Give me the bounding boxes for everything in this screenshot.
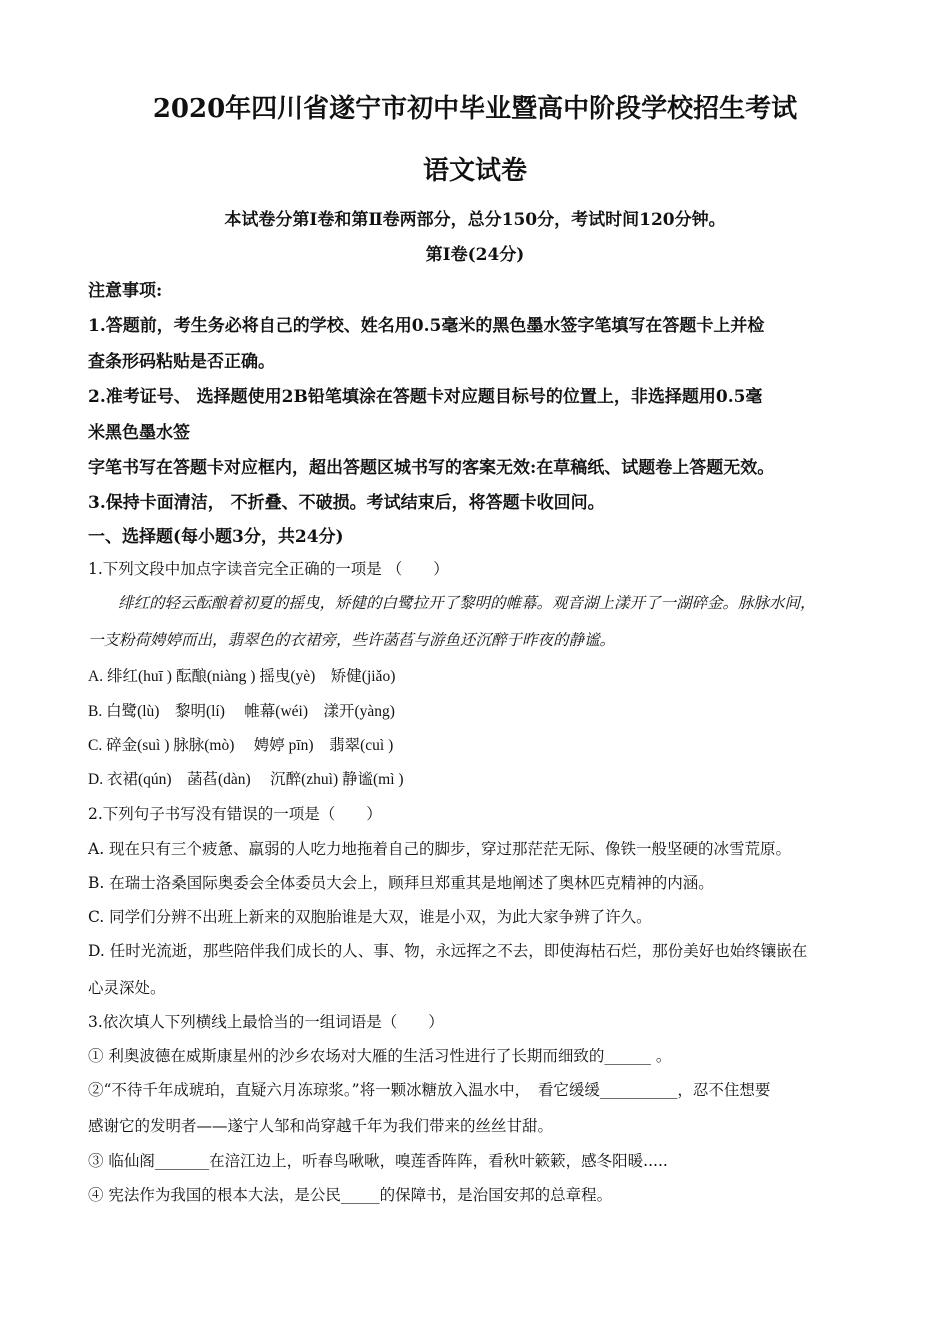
question-3-item-3: ③ 临仙阁_______在涪江边上，听春鸟啾啾，嗅莲香阵阵，看秋叶簌簌，感冬阳暖.....: [88, 1152, 668, 1170]
question-2-option-a: A. 现在只有三个疲惫、羸弱的人吃力地拖着自己的脚步，穿过那茫茫无际、像铁一般坚硬的冰雪荒原。: [88, 840, 792, 858]
question-3-item-4: ④ 宪法作为我国的根本大法，是公民_____的保障书，是治国安邦的总章程。: [88, 1186, 613, 1204]
question-1-stem: 1.下列文段中加点字读音完全正确的一项是 （ ）: [88, 560, 449, 578]
question-2-stem: 2.下列句子书写没有错误的一项是（ ）: [88, 805, 382, 823]
question-3-stem: 3.依次填人下列横线上最恰当的一组词语是（ ）: [88, 1013, 444, 1031]
notice-line: 1.答题前，考生务必将自己的学校、姓名用0.5毫米的黑色墨水签字笔填写在答题卡上并检: [88, 316, 765, 336]
exam-subtitle: 语文试卷: [422, 156, 527, 186]
exam-intro: 本试卷分第Ⅰ卷和第Ⅱ卷两部分，总分150分，考试时间120分钟。: [224, 210, 726, 230]
question-1-passage-line: 一支粉荷娉婷而出，翡翠色的衣裙旁，些许菡萏与游鱼还沉醉于昨夜的静谧。: [88, 631, 616, 649]
question-1-option-b: B. 白鹭(lù) 黎明(lí) 帷幕(wéi) 漾开(yàng): [88, 703, 395, 720]
part-one-heading: 第Ⅰ卷(24分): [425, 245, 525, 265]
notice-line: 2.准考证号、 选择题使用2B铅笔填涂在答题卡对应题目标号的位置上，非选择题用0.5毫: [88, 387, 763, 407]
notice-line: 查条形码粘贴是否正确。: [88, 352, 275, 372]
question-2-option-c: C. 同学们分辨不出班上新来的双胞胎谁是大双，谁是小双，为此大家争辨了许久。: [88, 908, 652, 926]
notice-line: 字笔书写在答题卡对应框内，超出答题区城书写的客案无效:在草稿纸、试题卷上答题无效。: [88, 458, 775, 478]
question-2-option-b: B. 在瑞士洛桑国际奥委会全体委员大会上，顾拜旦郑重其是地阐述了奥林匹克精神的内涵。: [88, 874, 714, 892]
question-2-option-d-cont: 心灵深处。: [88, 979, 166, 997]
exam-title: 2020年四川省遂宁市初中毕业暨高中阶段学校招生考试: [152, 94, 798, 124]
notice-line: 3.保持卡面清洁， 不折叠、不破损。考试结束后，将答题卡收回问。: [88, 493, 605, 513]
question-2-option-d: D. 任时光流逝，那些陪伴我们成长的人、事、物，永远挥之不去，即使海枯石烂，那份美好也始终镶嵌在: [88, 942, 808, 960]
notice-line: 米黑色墨水签: [88, 423, 190, 443]
section-one-heading: 一、选择题(每小题3分，共24分): [88, 527, 344, 547]
notice-heading: 注意事项:: [88, 281, 163, 301]
question-3-item-2-cont: 感谢它的发明者——遂宁人邹和尚穿越千年为我们带来的丝丝甘甜。: [88, 1117, 554, 1135]
question-1-option-c: C. 碎金(suì ) 脉脉(mò) 娉婷 pīn) 翡翠(cuì ): [88, 737, 394, 754]
question-1-option-d: D. 衣裙(qún) 菡萏(dàn) 沉醉(zhuì) 静谧(mì ): [88, 771, 404, 788]
question-3-item-1: ① 利奥波德在威斯康星州的沙乡农场对大雁的生活习性进行了长期而细致的______ 。: [88, 1047, 672, 1065]
question-3-item-2: ②“不待千年成琥珀，直疑六月冻琼浆。”将一颗冰糖放入温水中， 看它缓缓__________，忍不住想要: [88, 1081, 771, 1099]
question-1-option-a: A. 绯红(huī ) 酝酿(niàng ) 摇曳(yè) 矫健(jiǎo): [88, 668, 396, 685]
question-1-passage-line: 绯红的轻云酝酿着初夏的摇曳，矫健的白鹭拉开了黎明的帷幕。观音湖上漾开了一湖碎金。脉脉水间，: [118, 594, 816, 612]
